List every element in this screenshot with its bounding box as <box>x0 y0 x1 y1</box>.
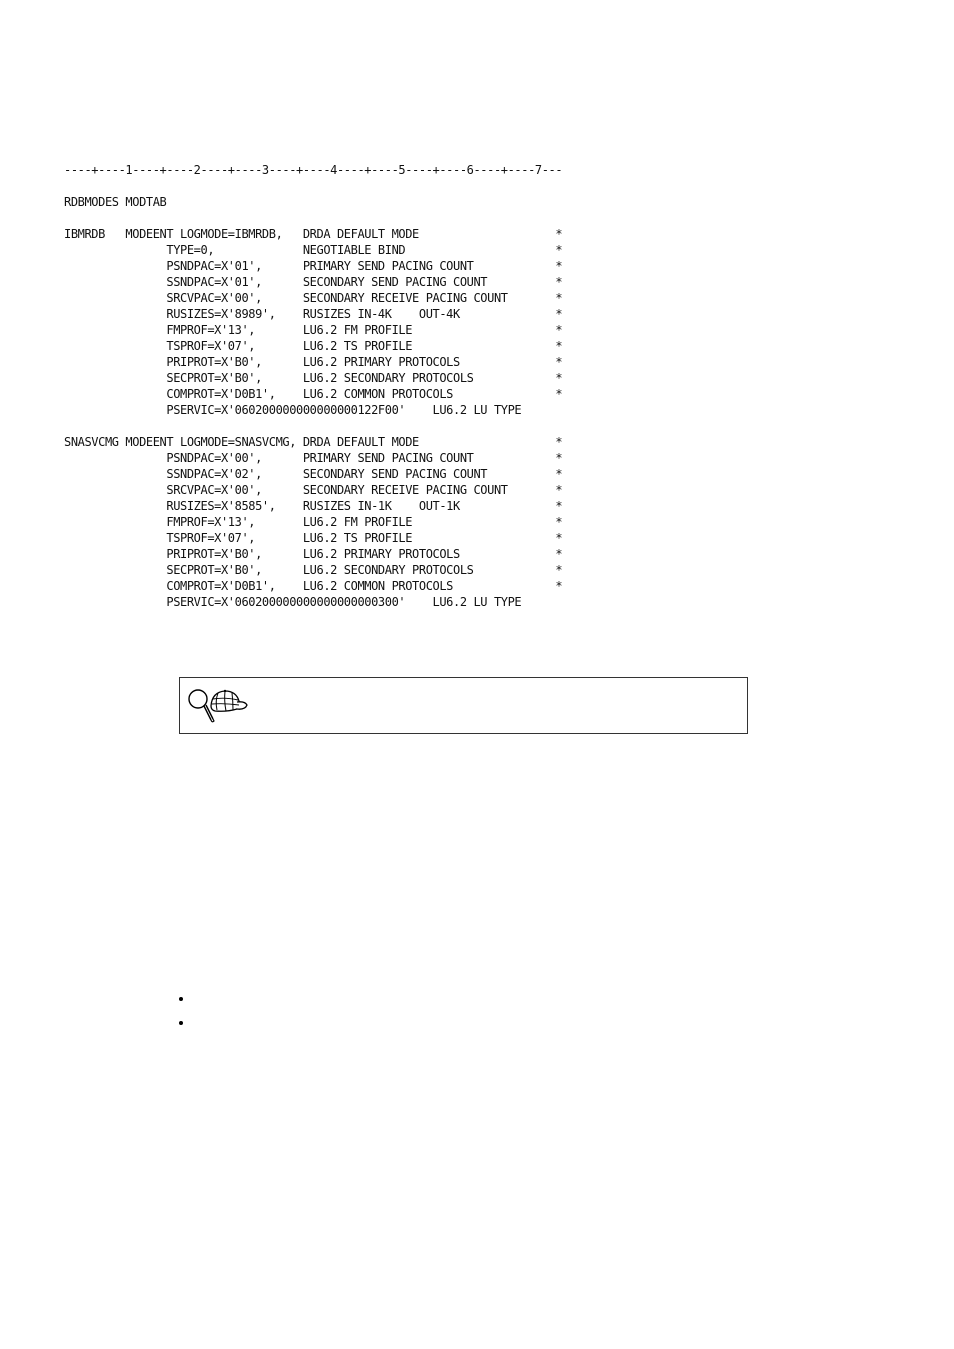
code-line-snasvcmg-ssndpac: SSNDPAC=X'02', SECONDARY SEND PACING COUNT * <box>64 467 563 481</box>
code-line-snasvcmg-fmprof: FMPROF=X'13', LU6.2 FM PROFILE * <box>64 515 563 529</box>
code-line-ibmrdb-tsprof: TSPROF=X'07', LU6.2 TS PROFILE * <box>64 339 563 353</box>
code-line-ibmrdb-secprot: SECPROT=X'B0', LU6.2 SECONDARY PROTOCOLS * <box>64 371 563 385</box>
code-line-snasvcmg-priprot: PRIPROT=X'B0', LU6.2 PRIMARY PROTOCOLS * <box>64 547 563 561</box>
code-line-ibmrdb-type: TYPE=0, NEGOTIABLE BIND * <box>64 243 563 257</box>
code-line-snasvcmg-comprot: COMPROT=X'D0B1', LU6.2 COMMON PROTOCOLS * <box>64 579 563 593</box>
code-line-ibmrdb-rusizes: RUSIZES=X'8989', RUSIZES IN-4K OUT-4K * <box>64 307 563 321</box>
code-line-snasvcmg-logmode: SNASVCMG MODEENT LOGMODE=SNASVCMG, DRDA DEFAULT MODE * <box>64 435 563 449</box>
code-line-snasvcmg-srcvpac: SRCVPAC=X'00', SECONDARY RECEIVE PACING COUNT * <box>64 483 563 497</box>
tip-box <box>179 677 748 734</box>
code-line-ibmrdb-logmode: IBMRDB MODEENT LOGMODE=IBMRDB, DRDA DEFAULT MODE * <box>64 227 563 241</box>
code-line-snasvcmg-pservic: PSERVIC=X'060200000000000000000300' LU6.2 LU TYPE <box>64 595 522 609</box>
code-line-blank <box>64 178 562 194</box>
bullet-dot-icon <box>179 1021 183 1025</box>
code-line-ibmrdb-srcvpac: SRCVPAC=X'00', SECONDARY RECEIVE PACING COUNT * <box>64 291 563 305</box>
code-line-ibmrdb-comprot: COMPROT=X'D0B1', LU6.2 COMMON PROTOCOLS * <box>64 387 563 401</box>
code-line-ibmrdb-ssndpac: SSNDPAC=X'01', SECONDARY SEND PACING COUNT * <box>64 275 563 289</box>
code-line-ruler: ----+----1----+----2----+----3----+----4----+----5----+----6----+----7--- <box>64 163 563 177</box>
code-line-modtab: RDBMODES MODTAB <box>64 195 167 209</box>
code-line-snasvcmg-rusizes: RUSIZES=X'8585', RUSIZES IN-1K OUT-1K * <box>64 499 563 513</box>
code-listing <box>64 162 562 610</box>
code-line-snasvcmg-tsprof: TSPROF=X'07', LU6.2 TS PROFILE * <box>64 531 563 545</box>
code-line-ibmrdb-fmprof: FMPROF=X'13', LU6.2 FM PROFILE * <box>64 323 563 337</box>
code-line-blank <box>64 418 562 434</box>
code-line-snasvcmg-psndpac: PSNDPAC=X'00', PRIMARY SEND PACING COUNT * <box>64 451 563 465</box>
code-line-ibmrdb-pservic: PSERVIC=X'060200000000000000122F00' LU6.2 LU TYPE <box>64 403 522 417</box>
code-line-blank <box>64 210 562 226</box>
magnifier-cap-icon <box>185 684 249 728</box>
bullet-dot-icon <box>179 997 183 1001</box>
code-line-ibmrdb-psndpac: PSNDPAC=X'01', PRIMARY SEND PACING COUNT * <box>64 259 563 273</box>
code-line-ibmrdb-priprot: PRIPROT=X'B0', LU6.2 PRIMARY PROTOCOLS * <box>64 355 563 369</box>
code-line-snasvcmg-secprot: SECPROT=X'B0', LU6.2 SECONDARY PROTOCOLS * <box>64 563 563 577</box>
